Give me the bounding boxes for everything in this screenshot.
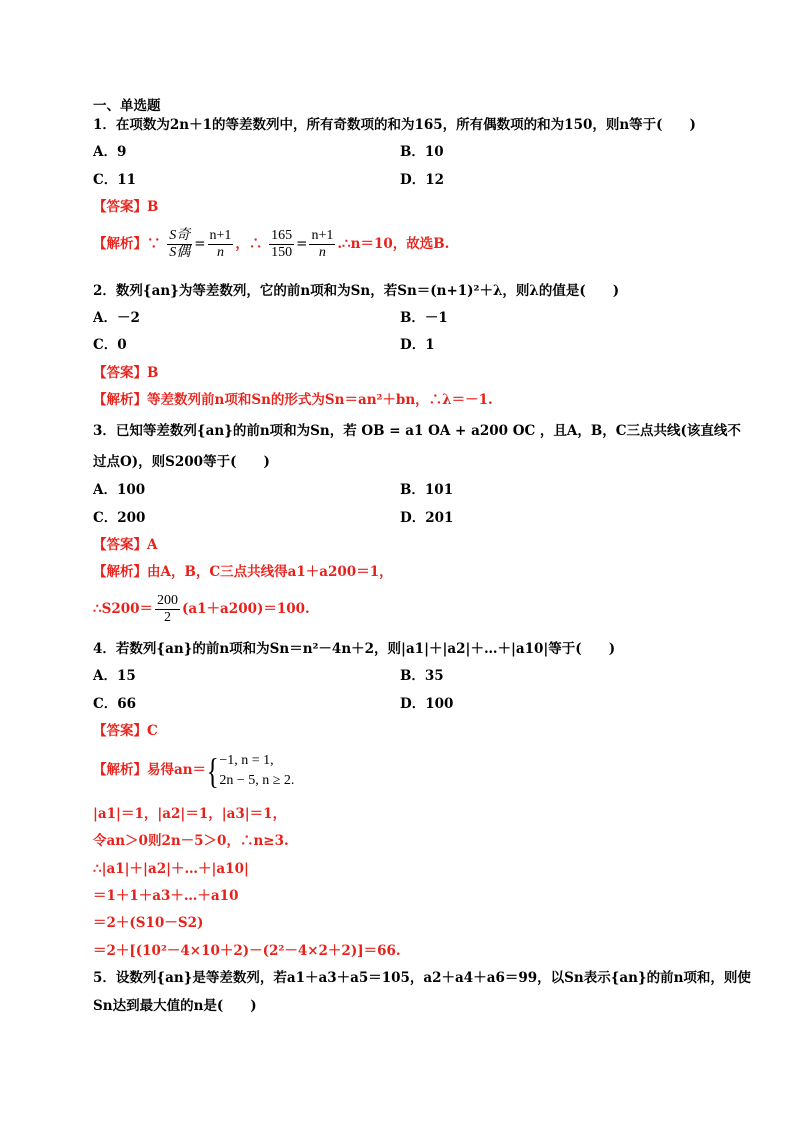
q1-analysis: 【解析】∵ $\frac{\text{S奇}}{\text{S偶}}$ = $\frac{n+1}{n}$ ，∴ $\frac{165}{150}$ = $\frac{n+1}{n}$ .∴n＝10，故选B.	[93, 228, 450, 260]
q1-fraction-n-ratio: $\frac{n+1}{n}$	[209, 228, 232, 260]
q4-analysis-label: 【解析】易得an＝	[93, 762, 207, 778]
q4-analysis-line-2: 令an＞0则2n－5＞0，∴n≥3.	[93, 833, 289, 849]
q1-conclusion: .∴n＝10，故选B.	[337, 236, 450, 252]
q4-analysis-piecewise	[93, 750, 294, 791]
q2-option-b: B．－1	[400, 310, 448, 326]
question-1-stem: 1．在项数为2n＋1的等差数列中，所有奇数项的和为165，所有偶数项的和为150，则n等于( )	[93, 117, 696, 133]
q3-analysis-line-1: 【解析】由A，B，C三点共线得a1＋a200＝1，	[93, 564, 393, 580]
q1-therefore: ，∴	[235, 236, 263, 252]
q3-option-d: D．201	[400, 510, 454, 526]
q2-analysis: 【解析】等差数列前n项和Sn的形式为Sn＝an²＋bn，∴λ＝－1.	[93, 392, 493, 408]
question-5-stem-line-1: 5．设数列{an}是等差数列，若a1＋a3＋a5＝105，a2＋a4＋a6＝99，以Sn表示{an}的前n项和，则使	[93, 970, 751, 986]
q2-option-c: C．0	[93, 337, 127, 353]
q4-option-b: B．35	[400, 668, 444, 684]
q4-analysis-line-4: ＝1＋1＋a3＋…＋a10	[93, 888, 239, 904]
q1-option-a: A．9	[93, 144, 127, 160]
q3-option-b: B．101	[400, 482, 454, 498]
q1-because: ∵	[147, 236, 161, 252]
q3-option-a: A．100	[93, 482, 146, 498]
q2-option-a: A．－2	[93, 310, 140, 326]
question-3-stem-line-2: 过点O)，则S200等于( )	[93, 454, 270, 470]
q2-answer: 【答案】B	[93, 365, 159, 381]
q4-analysis-line-1: |a1|＝1，|a2|＝1，|a3|＝1，	[93, 806, 287, 822]
q1-option-b: B．10	[400, 144, 444, 160]
question-3-stem-line-1: 3．已知等差数列{an}的前n项和为Sn，若 OB = a1 OA + a200 OC ，且A，B，C三点共线(该直线不	[93, 423, 741, 439]
q1-option-d: D．12	[400, 172, 444, 188]
q1-answer: 【答案】B	[93, 199, 159, 215]
q3-sum-label: ∴S200＝	[93, 601, 154, 617]
q4-answer: 【答案】C	[93, 723, 158, 739]
q3-fraction: $\frac{200}{2}$	[157, 593, 179, 625]
q3-answer: 【答案】A	[93, 537, 158, 553]
q4-analysis-line-5: ＝2＋(S10－S2)	[93, 915, 204, 931]
question-4-stem: 4．若数列{an}的前n项和为Sn＝n²－4n＋2，则|a1|＋|a2|＋…＋|a10|等于( )	[93, 641, 616, 657]
q1-option-c: C．11	[93, 172, 137, 188]
q4-option-d: D．100	[400, 696, 454, 712]
q1-analysis-label: 【解析】	[93, 236, 147, 252]
question-2-stem: 2．数列{an}为等差数列，它的前n项和为Sn，若Sn＝(n+1)²＋λ，则λ的值是( )	[93, 283, 620, 299]
q4-analysis-line-6: ＝2＋[(10²－4×10＋2)－(2²－4×2＋2)]＝66.	[93, 943, 401, 959]
question-5-stem-line-2: Sn达到最大值的n是( )	[93, 998, 257, 1014]
q4-piecewise-cases: −1, n = 1, 2n − 5, n ≥ 2.	[219, 752, 295, 788]
brace-symbol: {	[206, 750, 219, 791]
q3-option-c: C．200	[93, 510, 146, 526]
q1-fraction-s-ratio: $\frac{\text{S奇}}{\text{S偶}}$	[169, 228, 191, 260]
q4-analysis-line-3: ∴|a1|＋|a2|＋…＋|a10|	[93, 861, 249, 877]
q1-fraction-numbers: $\frac{165}{150}$	[271, 228, 293, 260]
q3-analysis-line-2	[93, 591, 310, 627]
q2-option-d: D．1	[400, 337, 435, 353]
section-title: 一、单选题	[93, 98, 161, 114]
q4-option-c: C．66	[93, 696, 137, 712]
q3-sum-result: (a1＋a200)＝100.	[182, 601, 310, 617]
q4-option-a: A．15	[93, 668, 136, 684]
q1-fraction-n-ratio-2: $\frac{n+1}{n}$	[311, 228, 334, 260]
